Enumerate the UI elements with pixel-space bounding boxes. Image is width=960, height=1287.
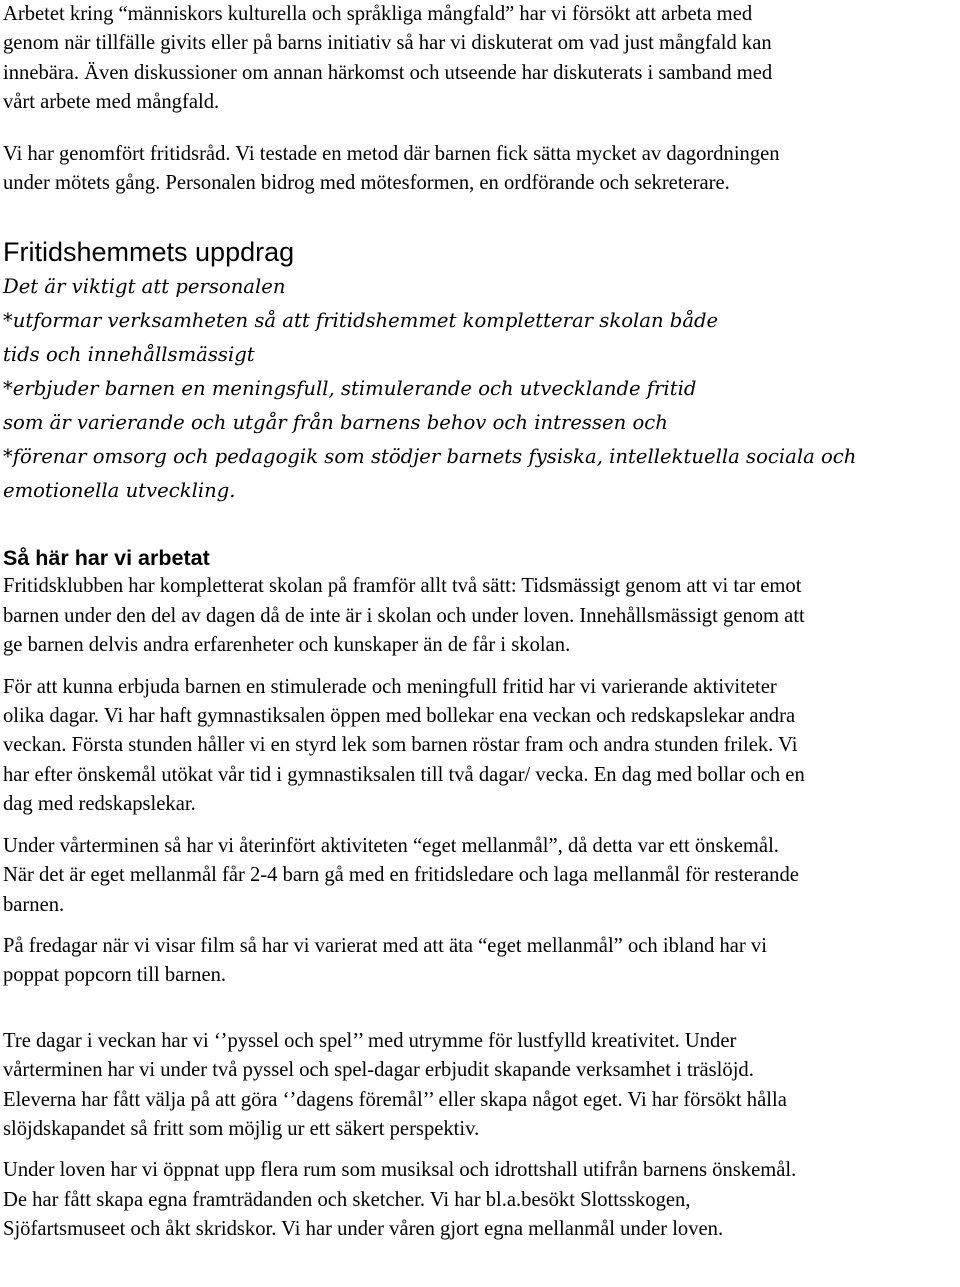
paragraph-eget-mellanmal — [3, 832, 957, 920]
text-line: Vi har genomfört fritidsråd. Vi testade en metod där barnen fick sätta mycket av dagordningen — [3, 142, 780, 165]
text-line: emotionella utveckling. — [3, 479, 236, 503]
text-line: *utformar verksamheten så att fritidshemmet kompletterar skolan både — [3, 309, 719, 333]
text-line: Eleverna har fått välja på att göra ‘’dagens föremål’’ eller skapa något eget. Vi har försökt hålla — [3, 1088, 787, 1111]
text-line: Sjöfartsmuseet och åkt skridskor. Vi har under våren gjort egna mellanmål under loven. — [3, 1218, 724, 1241]
text-line: under mötets gång. Personalen bidrog med mötesformen, en ordförande och sekreterare. — [3, 172, 730, 195]
text-line: innebära. Även diskussioner om annan härkomst och utseende har diskuterats i samband med — [3, 61, 773, 84]
text-line: På fredagar när vi visar film så har vi varierat med att äta “eget mellanmål” och ibland har vi — [3, 934, 767, 957]
intro-section — [3, 0, 957, 198]
text-line: poppat popcorn till barnen. — [3, 964, 227, 987]
text-line: slöjdskapandet så fritt som möjlig ur ett säkert perspektiv. — [3, 1117, 480, 1140]
text-line: vårt arbete med mångfald. — [3, 91, 220, 114]
text-line: dag med redskapslekar. — [3, 793, 196, 816]
text-line: har efter önskemål utökat vår tid i gymnastiksalen till två dagar/ vecka. En dag med bollar och en — [3, 763, 805, 786]
text-line: veckan. Första stunden håller vi en styrd lek som barnen röstar fram och andra stunden frilek. Vi — [3, 734, 798, 757]
text-line: barnen. — [3, 893, 65, 916]
text-line: *förenar omsorg och pedagogik som stödjer barnets fysiska, intellektuella sociala och — [3, 445, 857, 469]
text-line: Under vårterminen så har vi återinfört aktiviteten “eget mellanmål”, då detta var ett önskemål. — [3, 834, 779, 857]
text-line: olika dagar. Vi har haft gymnastiksalen öppen med bollekar ena veckan och redskapslekar andra — [3, 705, 796, 728]
text-line: barnen under den del av dagen då de inte är i skolan och under loven. Innehållsmässigt genom att — [3, 604, 805, 627]
intro-paragraph-mangfald — [3, 0, 957, 118]
text-line: ge barnen delvis andra erfarenheter och kunskaper än de får i skolan. — [3, 634, 571, 657]
section-heading-arbetat: Så här har vi arbetat — [3, 546, 210, 571]
text-line: tids och innehållsmässigt — [3, 343, 255, 367]
paragraph-loven — [3, 1156, 957, 1244]
intro-paragraph-fritidsrad — [3, 140, 957, 199]
text-line: Det är viktigt att personalen — [3, 275, 286, 299]
text-line: som är varierande och utgår från barnens behov och intressen och — [3, 411, 668, 435]
text-line: För att kunna erbjuda barnen en stimulerade och meningfull fritid har vi varierande aktiviteter — [3, 675, 777, 698]
arbetat-section — [3, 544, 957, 1244]
text-line: De har fått skapa egna framträdanden och sketcher. Vi har bl.a.besökt Slottsskogen, — [3, 1188, 691, 1211]
text-line: vårterminen har vi under två pyssel och spel-dagar erbjudit skapande verksamhet i träslöjd. — [3, 1059, 754, 1082]
text-line: *erbjuder barnen en meningsfull, stimulerande och utvecklande fritid — [3, 377, 697, 401]
text-line: genom när tillfälle givits eller på barns initiativ så har vi diskuterat om vad just mångfald kan — [3, 32, 772, 55]
paragraph-aktiviteter — [3, 673, 957, 820]
paragraph-komplettering — [3, 572, 957, 660]
text-line: Arbetet kring “människors kulturella och språkliga mångfald” har vi försökt att arbeta med — [3, 3, 753, 25]
paragraph-pyssel-och-spel — [3, 1027, 957, 1145]
text-line: Under loven har vi öppnat upp flera rum som musiksal och idrottshall utifrån barnens önskemål. — [3, 1159, 797, 1182]
text-line: Tre dagar i veckan har vi ‘’pyssel och spel’’ med utrymme för lustfylld kreativitet. Under — [3, 1029, 737, 1052]
text-line: När det är eget mellanmål får 2-4 barn gå med en fritidsledare och laga mellanmål för resterande — [3, 864, 799, 887]
section-heading-uppdrag: Fritidshemmets uppdrag — [3, 237, 295, 268]
uppdrag-section — [3, 234, 957, 508]
text-line: Fritidsklubben har kompletterat skolan på framför allt två sätt: Tidsmässigt genom att vi tar emot — [3, 575, 802, 598]
uppdrag-list — [3, 270, 957, 508]
paragraph-fredagar — [3, 932, 957, 991]
document-page — [3, 0, 957, 1245]
